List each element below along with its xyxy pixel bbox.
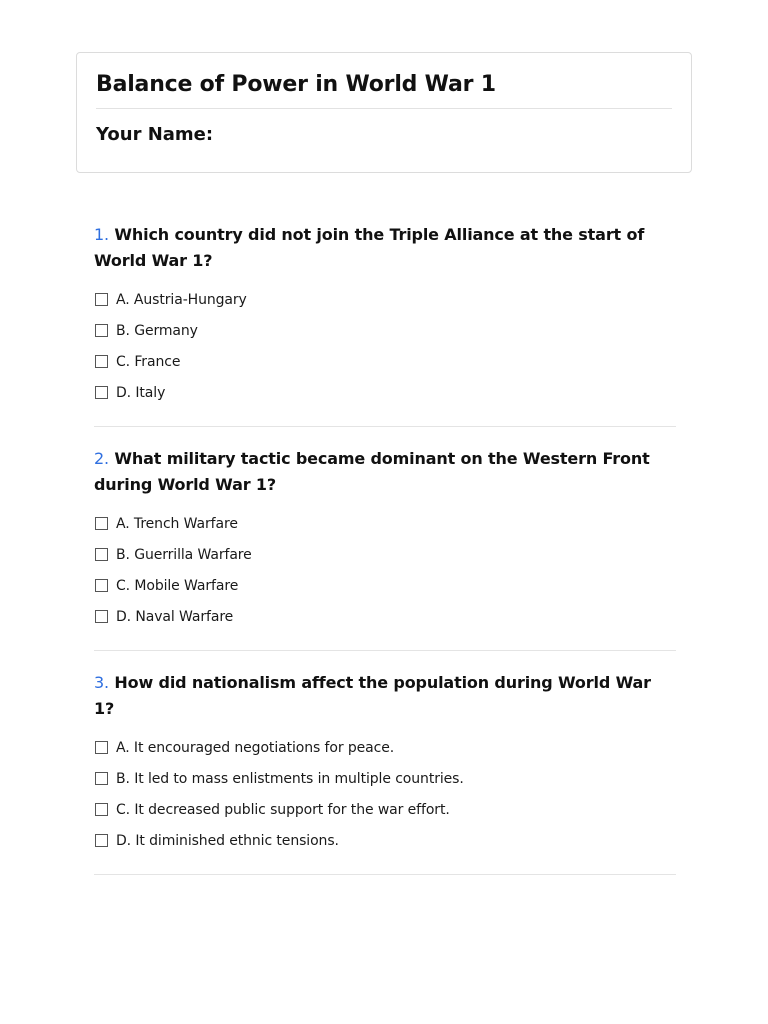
option-1b[interactable]: [94, 315, 676, 346]
question-text: [94, 670, 676, 721]
option-3b[interactable]: [94, 763, 676, 794]
checkbox-icon[interactable]: [95, 772, 108, 785]
option-label: C. Mobile Warfare: [116, 577, 239, 594]
option-label: B. Guerrilla Warfare: [116, 546, 252, 563]
question-number: 1.: [94, 225, 109, 244]
question-prompt: How did nationalism affect the population during World War 1?: [94, 673, 651, 718]
checkbox-icon[interactable]: [95, 610, 108, 623]
option-1d[interactable]: [94, 377, 676, 408]
question-prompt: Which country did not join the Triple Alliance at the start of World War 1?: [94, 225, 645, 270]
option-label: A. Austria-Hungary: [116, 291, 247, 308]
question-prompt: What military tactic became dominant on the Western Front during World War 1?: [94, 449, 650, 494]
option-label: C. France: [116, 353, 181, 370]
option-label: D. Naval Warfare: [116, 608, 234, 625]
option-label: B. It led to mass enlistments in multiple countries.: [116, 770, 464, 787]
checkbox-icon[interactable]: [95, 741, 108, 754]
checkbox-icon[interactable]: [95, 579, 108, 592]
option-1c[interactable]: [94, 346, 676, 377]
option-1a[interactable]: [94, 284, 676, 315]
checkbox-icon[interactable]: [95, 324, 108, 337]
question-number: 3.: [94, 673, 109, 692]
option-label: A. It encouraged negotiations for peace.: [116, 739, 395, 756]
option-3d[interactable]: [94, 825, 676, 856]
name-label: Your Name:: [96, 124, 214, 145]
question-3: [94, 670, 676, 875]
question-2: [94, 446, 676, 651]
option-3c[interactable]: [94, 794, 676, 825]
option-label: B. Germany: [116, 322, 198, 339]
option-2d[interactable]: [94, 601, 676, 632]
question-text: [94, 446, 676, 497]
checkbox-icon[interactable]: [95, 834, 108, 847]
header-card: [76, 52, 692, 173]
option-label: D. Italy: [116, 384, 166, 401]
checkbox-icon[interactable]: [95, 293, 108, 306]
option-label: C. It decreased public support for the war effort.: [116, 801, 450, 818]
checkbox-icon[interactable]: [95, 386, 108, 399]
option-3a[interactable]: [94, 732, 676, 763]
checkbox-icon[interactable]: [95, 803, 108, 816]
question-list: [94, 222, 676, 894]
header-divider: [96, 108, 672, 109]
option-2a[interactable]: [94, 508, 676, 539]
checkbox-icon[interactable]: [95, 517, 108, 530]
option-2c[interactable]: [94, 570, 676, 601]
question-1: [94, 222, 676, 427]
question-text: [94, 222, 676, 273]
option-2b[interactable]: [94, 539, 676, 570]
page-title: Balance of Power in World War 1: [96, 72, 496, 97]
checkbox-icon[interactable]: [95, 355, 108, 368]
option-label: A. Trench Warfare: [116, 515, 238, 532]
question-number: 2.: [94, 449, 109, 468]
checkbox-icon[interactable]: [95, 548, 108, 561]
option-label: D. It diminished ethnic tensions.: [116, 832, 339, 849]
